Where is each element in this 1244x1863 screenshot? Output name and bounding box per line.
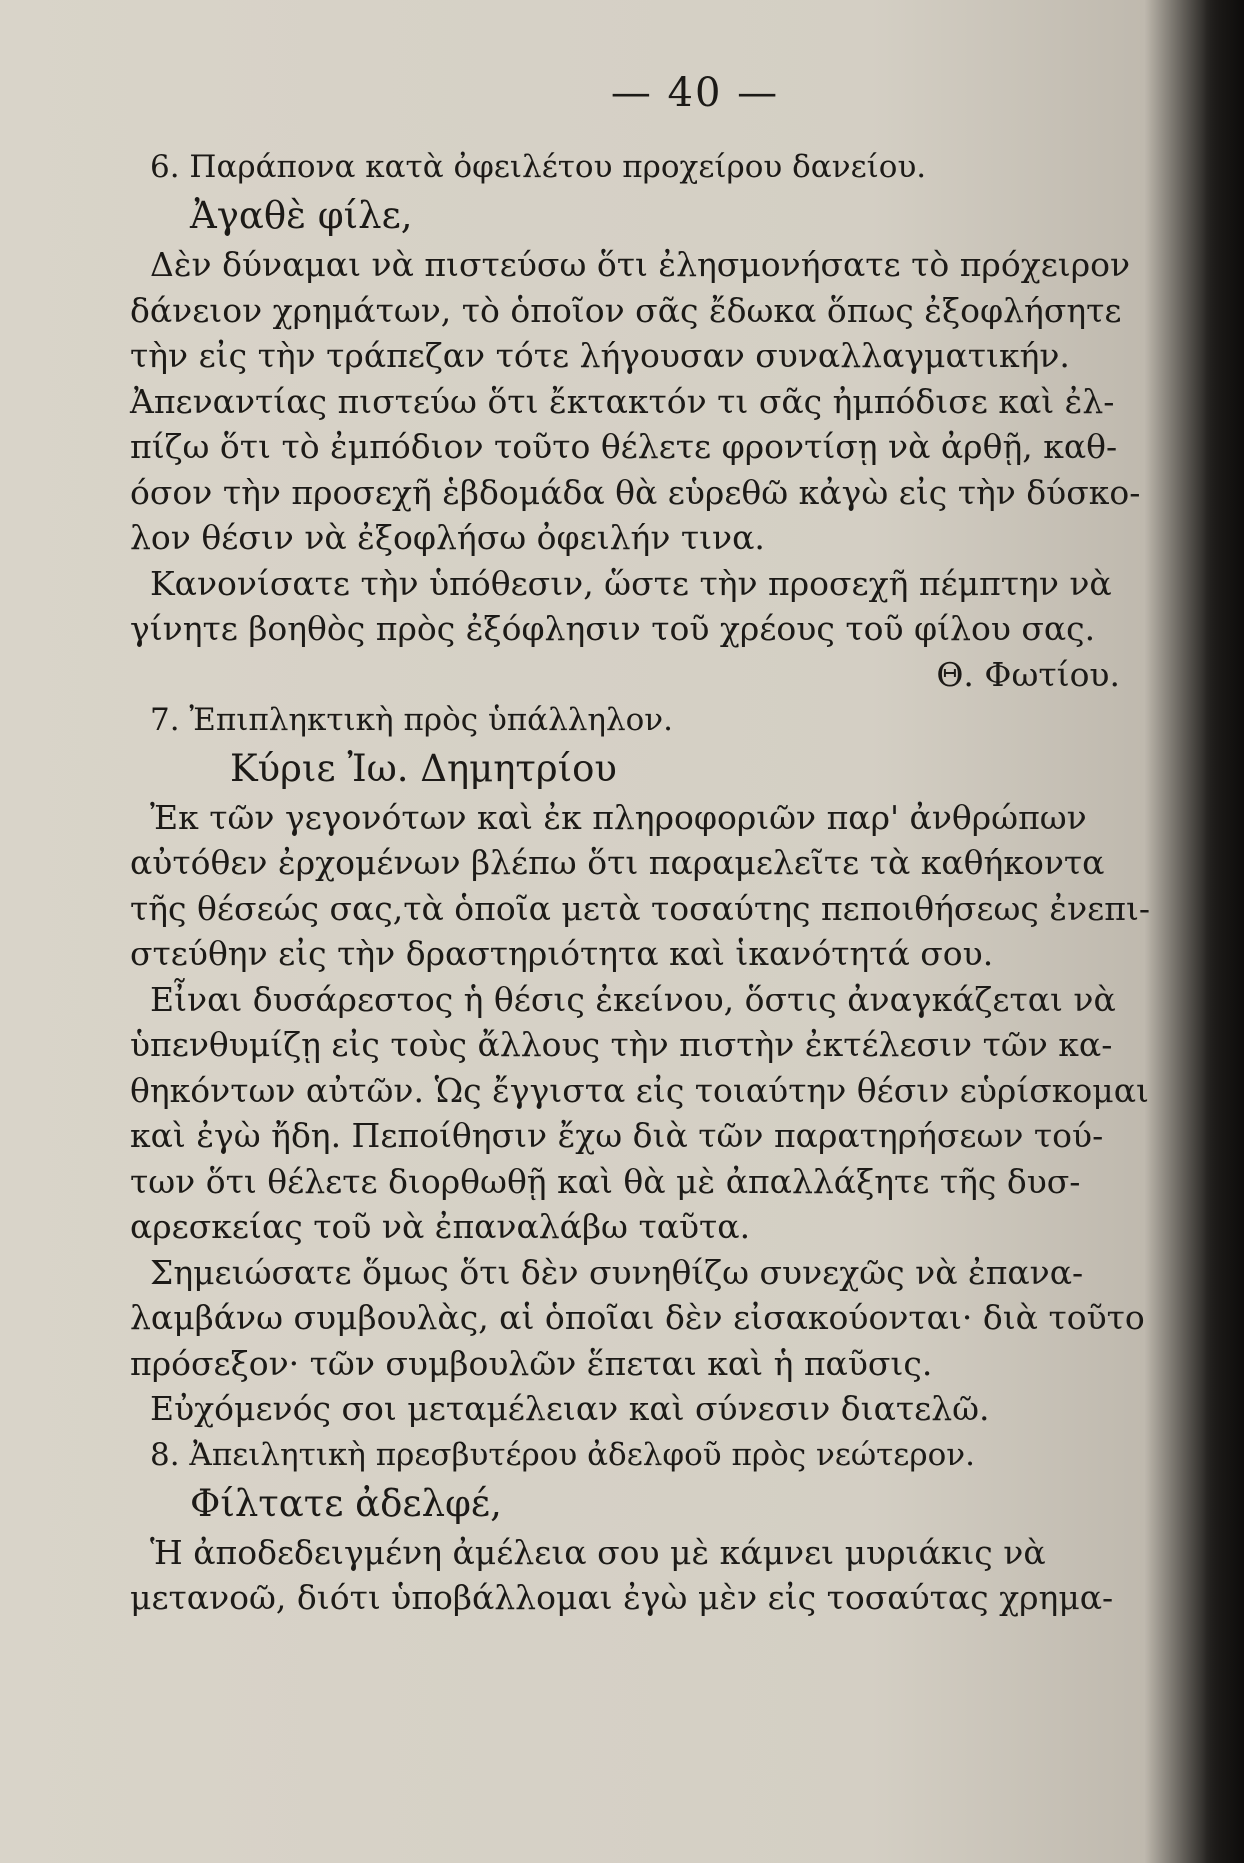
text-line: γίνητε βοηθὸς πρὸς ἐξόφλησιν τοῦ χρέους τοῦ φίλου σας.	[130, 609, 1096, 648]
text-line: Σημειώσατε ὅμως ὅτι δὲν συνηθίζω συνεχῶς νὰ ἐπανα-	[150, 1252, 1084, 1292]
text-line: στεύθην εἰς τὴν δραστηριότητα καὶ ἱκανότητά σου.	[130, 934, 994, 973]
text-line: πρόσεξον· τῶν συμβουλῶν ἕπεται καὶ ἡ παῦσις.	[130, 1343, 933, 1383]
text-line: αὐτόθεν ἐρχομένων βλέπω ὅτι παραμελεῖτε τὰ καθήκοντα	[130, 843, 1105, 882]
text-line: τὴν εἰς τὴν τράπεζαν τότε λήγουσαν συναλλαγματικήν.	[130, 336, 1070, 375]
letter-6-heading: 6. Παράπονα κατὰ ὀφειλέτου προχείρου δανείου.	[150, 149, 927, 185]
page-binding-edge	[1204, 0, 1244, 1863]
text-line: όσον τὴν προσεχῆ ἑβδομάδα θὰ εὑρεθῶ κἀγὼ εἰς τὴν δύσκο-	[130, 472, 1141, 512]
text-line: Κανονίσατε τὴν ὑπόθεσιν, ὥστε τὴν προσεχῆ πέμπτην νὰ	[150, 563, 1112, 603]
text-line: Ἀπεναντίας πιστεύω ὅτι ἔκτακτόν τι σᾶς ἠμπόδισε καὶ ἐλ-	[130, 381, 1115, 421]
letter-8-heading: 8. Ἀπειλητικὴ πρεσβυτέρου ἀδελφοῦ πρὸς νεώτερον.	[150, 1436, 975, 1473]
text-line: Ἐκ τῶν γεγονότων καὶ ἐκ πληροφοριῶν παρ' ἀνθρώπων	[150, 797, 1087, 837]
text-line: Ἡ ἀποδεδειγμένη ἀμέλεια σου μὲ κάμνει μυριάκις νὰ	[150, 1532, 1046, 1572]
text-line: θηκόντων αὐτῶν. Ὡς ἔγγιστα εἰς τοιαύτην θέσιν εὑρίσκομαι	[130, 1070, 1149, 1110]
text-line: των ὅτι θέλετε διορθωθῇ καὶ θὰ μὲ ἀπαλλάξητε τῆς δυσ-	[130, 1161, 1081, 1201]
text-line: ὑπενθυμίζῃ εἰς τοὺς ἄλλους τὴν πιστὴν ἐκτέλεσιν τῶν κα-	[130, 1025, 1113, 1064]
page-number: — 40 —	[610, 70, 780, 116]
text-line: πίζω ὅτι τὸ ἐμπόδιον τοῦτο θέλετε φροντίσῃ νὰ ἀρθῇ, καθ-	[130, 427, 1118, 466]
text-line: Εἶναι δυσάρεστος ἡ θέσις ἐκείνου, ὅστις ἀναγκάζεται νὰ	[150, 979, 1116, 1019]
letter-6	[130, 144, 1200, 697]
letter-6-salutation: Ἀγαθὲ φίλε,	[190, 194, 413, 237]
letter-6-signature: Θ. Φωτίου.	[936, 654, 1120, 694]
text-line: Εὐχόμενός σοι μεταμέλειαν καὶ σύνεσιν διατελῶ.	[150, 1389, 990, 1428]
letter-7-salutation: Κύριε Ἰω. Δημητρίου	[230, 746, 617, 790]
text-line: τῆς θέσεώς σας,τὰ ὁποῖα μετὰ τοσαύτης πεποιθήσεως ἐνεπι-	[130, 888, 1151, 928]
text-line: λον θέσιν νὰ ἐξοφλήσω ὀφειλήν τινα.	[130, 518, 765, 557]
text-line: καὶ ἐγὼ ἤδη. Πεποίθησιν ἔχω διὰ τῶν παρατηρήσεων τού-	[130, 1116, 1104, 1155]
text-line: αρεσκείας τοῦ νὰ ἐπαναλάβω ταῦτα.	[130, 1207, 751, 1246]
text-line: δάνειον χρημάτων, τὸ ὁποῖον σᾶς ἔδωκα ὅπως ἐξοφλήσητε	[130, 290, 1122, 330]
letter-7-heading: 7. Ἐπιπληκτικὴ πρὸς ὑπάλληλον.	[150, 701, 673, 738]
page-content	[130, 70, 1200, 1621]
letter-8	[130, 1432, 1200, 1621]
letter-8-salutation: Φίλτατε ἀδελφέ,	[190, 1481, 502, 1525]
letter-7	[130, 697, 1200, 1432]
text-line: μετανοῶ, διότι ὑποβάλλομαι ἐγὼ μὲν εἰς τοσαύτας χρημα-	[130, 1578, 1114, 1617]
text-line: λαμβάνω συμβουλὰς, αἱ ὁποῖαι δὲν εἰσακούονται· διὰ τοῦτο	[130, 1298, 1145, 1337]
text-line: Δὲν δύναμαι νὰ πιστεύσω ὅτι ἐλησμονήσατε τὸ πρόχειρον	[150, 245, 1131, 284]
